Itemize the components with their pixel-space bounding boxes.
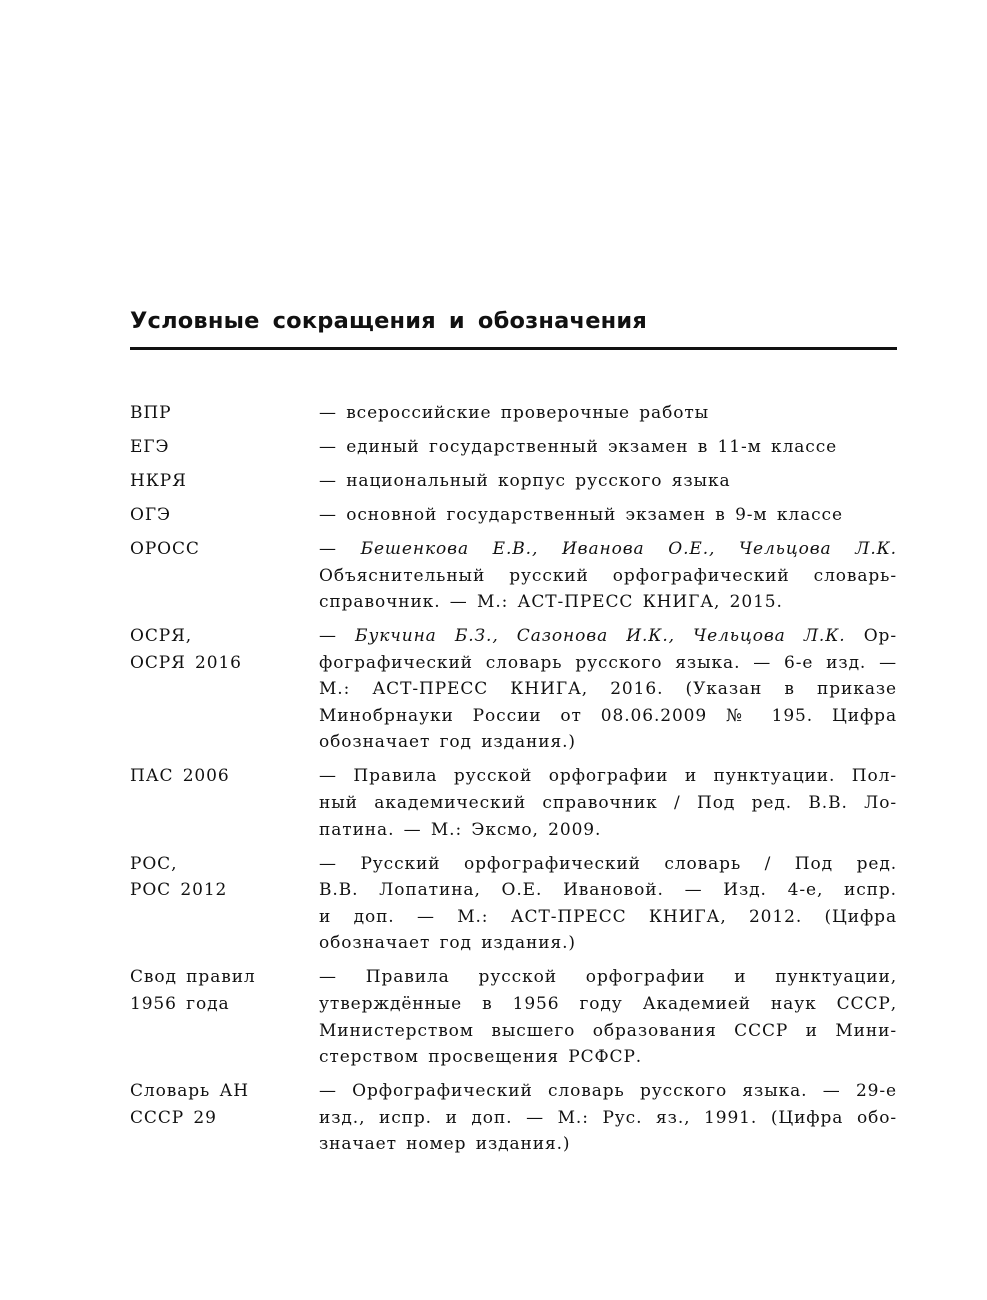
term-line: Свод правил [130,967,256,988]
definition-text: стерством просвещения РСФСР. [319,1047,643,1068]
definition-text: — Русский орфографический словарь / Под ред. [319,853,897,874]
definition-line [319,623,897,650]
definition-text: патина. — М.: Эксмо, 2009. [319,819,602,840]
abbreviation-term [130,502,319,529]
author-names: Бешенкова Е.В., Иванова О.Е., Чельцова Л.К. [360,538,897,559]
definition-text: — Орфографический словарь русского языка. — 29-е [319,1081,897,1102]
abbreviation-entry [130,623,897,756]
abbreviation-definition [319,434,897,461]
definition-text: — основной государственный экзамен в 9-м классе [319,504,843,525]
definition-line [319,729,897,756]
definition-line [319,1105,897,1132]
definition-line [319,930,897,957]
definition-line [319,817,897,844]
definition-line [319,676,897,703]
page-title: Условные сокращения и обозначения [130,308,648,334]
abbreviation-term [130,623,319,756]
definition-line [319,650,897,677]
definition-line [319,536,897,563]
definition-line [319,400,897,427]
definition-text: — Правила русской орфографии и пунктуации, [319,967,897,988]
definition-text: — национальный корпус русского языка [319,470,731,491]
abbreviation-term [130,468,319,495]
abbreviation-entry [130,536,897,616]
abbreviations-list [130,400,897,1165]
term-line: Словарь АН [130,1081,249,1102]
abbreviation-definition [319,502,897,529]
definition-line [319,763,897,790]
abbreviation-entry [130,851,897,957]
definition-text: утверждённые в 1956 году Академией наук СССР, [319,994,897,1014]
definition-text: Министерством высшего образования СССР и Мини- [319,1020,897,1041]
term-line: РОС 2012 [130,880,228,901]
definition-line [319,703,897,730]
definition-line [319,589,897,616]
term-line: ОСРЯ 2016 [130,652,242,673]
term-line: НКРЯ [130,470,187,491]
definition-line [319,1131,897,1158]
term-line: 1956 года [130,994,230,1014]
definition-text: — [319,626,356,647]
title-rule [130,347,897,350]
term-line: ОГЭ [130,504,171,525]
definition-line [319,468,897,495]
abbreviation-entry [130,434,897,461]
definition-line [319,502,897,529]
definition-text: обозначает год издания.) [319,732,576,753]
definition-text: Ор- [845,626,897,647]
definition-line [319,964,897,991]
term-line: ОРОСС [130,538,200,559]
definition-text: В.В. Лопатина, О.Е. Ивановой. — Изд. 4-е, испр. [319,880,897,901]
abbreviation-definition [319,536,897,616]
definition-line [319,563,897,590]
definition-line [319,434,897,461]
definition-text: — [319,538,361,559]
term-line: СССР 29 [130,1107,217,1128]
term-line: ВПР [130,403,172,423]
abbreviation-entry [130,400,897,427]
definition-text: значает номер издания.) [319,1134,571,1155]
definition-line [319,991,897,1018]
author-names: Букчина Б.З., Сазонова И.К., Чельцова Л.К. [355,626,846,647]
definition-text: изд., испр. и доп. — М.: Рус. яз., 1991. (Цифра обо- [319,1107,897,1128]
abbreviation-definition [319,1078,897,1158]
definition-text: фографический словарь русского языка. — 6-е изд. — [319,652,897,673]
abbreviation-entry [130,502,897,529]
definition-line [319,790,897,817]
abbreviation-definition [319,623,897,756]
definition-text: Объяснительный русский орфографический словарь- [319,565,897,586]
abbreviation-entry [130,1078,897,1158]
abbreviation-term [130,434,319,461]
abbreviation-definition [319,468,897,495]
abbreviation-entry [130,964,897,1070]
definition-text: и доп. — М.: АСТ-ПРЕСС КНИГА, 2012. (Цифра [319,906,897,927]
abbreviation-term [130,536,319,616]
term-line: ПАС 2006 [130,766,230,787]
definition-text: ный академический справочник / Под ред. В.В. Ло- [319,793,897,814]
abbreviation-term [130,964,319,1070]
abbreviation-definition [319,851,897,957]
definition-line [319,1044,897,1071]
definition-text: Минобрнауки России от 08.06.2009 № 195. Цифра [319,705,897,726]
definition-line [319,1078,897,1105]
definition-text: — единый государственный экзамен в 11-м классе [319,436,838,457]
definition-line [319,851,897,878]
definition-text: справочник. — М.: АСТ-ПРЕСС КНИГА, 2015. [319,592,783,613]
abbreviation-term [130,400,319,427]
definition-text: обозначает год издания.) [319,933,576,954]
definition-line [319,904,897,931]
abbreviation-entry [130,763,897,843]
definition-text: — всероссийские проверочные работы [319,403,710,423]
definition-text: — Правила русской орфографии и пунктуации. Пол- [319,766,897,787]
term-line: ЕГЭ [130,436,170,457]
abbreviation-term [130,763,319,843]
abbreviation-term [130,1078,319,1158]
definition-line [319,877,897,904]
abbreviation-definition [319,964,897,1070]
definition-line [319,1018,897,1045]
abbreviation-definition [319,763,897,843]
abbreviation-entry [130,468,897,495]
abbreviation-definition [319,400,897,427]
abbreviation-term [130,851,319,957]
term-line: ОСРЯ, [130,626,193,647]
definition-text: М.: АСТ-ПРЕСС КНИГА, 2016. (Указан в приказе [319,679,897,700]
term-line: РОС, [130,853,178,874]
